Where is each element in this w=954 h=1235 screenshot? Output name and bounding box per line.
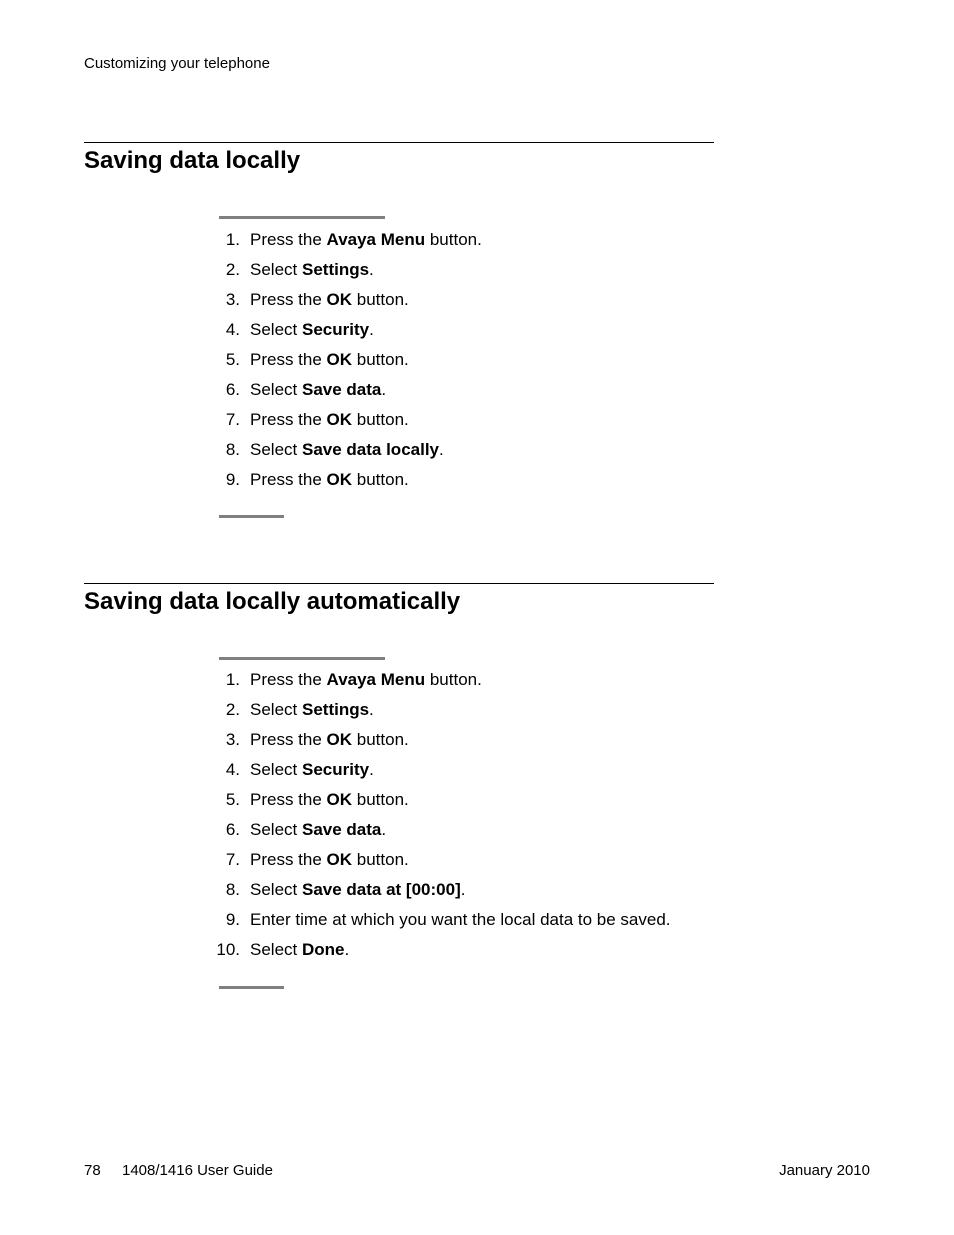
step-text-plain: button. bbox=[425, 230, 482, 249]
step-number: 4. bbox=[225, 320, 240, 339]
step-number: 2. bbox=[225, 700, 240, 719]
step-text-plain: . bbox=[381, 820, 387, 839]
step-ui-term: Settings bbox=[301, 700, 370, 719]
step-text bbox=[250, 290, 409, 310]
step-text-plain: Press the bbox=[250, 730, 327, 749]
step-number: 1. bbox=[225, 230, 240, 249]
step-text-plain: Press the bbox=[250, 410, 327, 429]
step-text bbox=[250, 380, 386, 400]
step-text bbox=[250, 790, 409, 810]
procedure-start-rule bbox=[219, 657, 385, 660]
step-ui-term: Settings bbox=[301, 260, 370, 279]
step-ui-term: Done bbox=[301, 940, 345, 959]
step-number: 3. bbox=[225, 290, 240, 309]
step-ui-term: OK bbox=[326, 290, 353, 309]
section-divider bbox=[84, 142, 714, 143]
step-number: 5. bbox=[225, 790, 240, 809]
step-text-plain: Select bbox=[250, 760, 302, 779]
section-title: Saving data locally bbox=[84, 147, 301, 174]
step-text-plain: Press the bbox=[250, 670, 327, 689]
step-number: 4. bbox=[225, 760, 240, 779]
step-text bbox=[250, 940, 349, 960]
step-ui-term: OK bbox=[326, 790, 353, 809]
footer-guide-title: 1408/1416 User Guide bbox=[122, 1162, 273, 1179]
step-text-plain: Press the bbox=[250, 790, 327, 809]
step-ui-term: OK bbox=[326, 410, 353, 429]
step-ui-term: Avaya Menu bbox=[326, 670, 426, 689]
step-number: 8. bbox=[225, 880, 240, 899]
footer-page-number: 78 bbox=[84, 1162, 101, 1179]
step-ui-term: OK bbox=[326, 470, 353, 489]
section-divider bbox=[84, 583, 714, 584]
step-text-plain: . bbox=[460, 880, 466, 899]
step-ui-term: Save data locally bbox=[301, 440, 440, 459]
step-text bbox=[250, 910, 671, 930]
step-ui-term: Save data bbox=[301, 380, 382, 399]
step-number: 10. bbox=[216, 940, 240, 959]
step-text bbox=[250, 820, 386, 840]
procedure-end-rule bbox=[219, 986, 284, 989]
procedure-end-rule bbox=[219, 515, 284, 518]
step-number: 2. bbox=[225, 260, 240, 279]
step-text-plain: button. bbox=[352, 790, 409, 809]
step-number: 6. bbox=[225, 380, 240, 399]
step-text bbox=[250, 230, 482, 250]
step-number: 9. bbox=[225, 470, 240, 489]
step-text bbox=[250, 760, 374, 780]
step-text-plain: button. bbox=[352, 350, 409, 369]
step-number: 7. bbox=[225, 850, 240, 869]
step-text bbox=[250, 670, 482, 690]
step-number: 1. bbox=[225, 670, 240, 689]
step-number: 3. bbox=[225, 730, 240, 749]
step-text-plain: . bbox=[369, 320, 374, 339]
step-text-plain: button. bbox=[352, 850, 409, 869]
step-text-plain: . bbox=[381, 380, 387, 399]
step-text-plain: Select bbox=[250, 880, 302, 899]
step-text bbox=[250, 260, 374, 280]
step-text-plain: . bbox=[439, 440, 444, 459]
step-text-plain: Press the bbox=[250, 230, 327, 249]
step-number: 6. bbox=[225, 820, 240, 839]
step-ui-term: Security bbox=[301, 760, 370, 779]
step-text-plain: . bbox=[369, 760, 374, 779]
step-text-plain: . bbox=[369, 700, 374, 719]
step-number: 5. bbox=[225, 350, 240, 369]
step-text-plain: . bbox=[344, 940, 350, 959]
step-text bbox=[250, 730, 409, 750]
step-text-plain: button. bbox=[352, 470, 409, 489]
procedure-start-rule bbox=[219, 216, 385, 219]
step-text-plain: Press the bbox=[250, 850, 327, 869]
step-ui-term: OK bbox=[326, 850, 353, 869]
step-text bbox=[250, 320, 374, 340]
step-number: 7. bbox=[225, 410, 240, 429]
step-ui-term: OK bbox=[326, 350, 353, 369]
step-text bbox=[250, 470, 409, 490]
step-number: 8. bbox=[225, 440, 240, 459]
step-ui-term: Security bbox=[301, 320, 370, 339]
footer-date: January 2010 bbox=[779, 1162, 870, 1179]
step-ui-term: OK bbox=[326, 730, 353, 749]
step-text bbox=[250, 880, 465, 900]
step-text bbox=[250, 700, 374, 720]
step-text bbox=[250, 350, 409, 370]
step-text-plain: Press the bbox=[250, 290, 327, 309]
step-text-plain: Select bbox=[250, 440, 302, 459]
section-saving-data-locally-automatically bbox=[84, 583, 714, 959]
step-text-plain: button. bbox=[352, 730, 409, 749]
step-text-plain: Press the bbox=[250, 470, 327, 489]
running-header: Customizing your telephone bbox=[84, 55, 270, 72]
step-text-plain: Select bbox=[250, 320, 302, 339]
step-text-plain: Select bbox=[250, 260, 302, 279]
step-text bbox=[250, 410, 409, 430]
step-ui-term: Save data at [00:00] bbox=[301, 880, 461, 899]
step-text bbox=[250, 850, 409, 870]
step-text-plain: Enter time at which you want the local data to be saved. bbox=[250, 910, 671, 929]
step-text bbox=[250, 440, 444, 460]
step-text-plain: Press the bbox=[250, 350, 327, 369]
step-text-plain: Select bbox=[250, 940, 302, 959]
step-text-plain: button. bbox=[352, 410, 409, 429]
step-text-plain: Select bbox=[250, 820, 302, 839]
section-title: Saving data locally automatically bbox=[84, 588, 461, 615]
step-text-plain: Select bbox=[250, 380, 302, 399]
step-text-plain: button. bbox=[425, 670, 482, 689]
step-text-plain: . bbox=[369, 260, 374, 279]
step-text-plain: Select bbox=[250, 700, 302, 719]
step-ui-term: Avaya Menu bbox=[326, 230, 426, 249]
section-saving-data-locally bbox=[84, 142, 714, 489]
step-number: 9. bbox=[225, 910, 240, 929]
step-ui-term: Save data bbox=[301, 820, 382, 839]
step-text-plain: button. bbox=[352, 290, 409, 309]
